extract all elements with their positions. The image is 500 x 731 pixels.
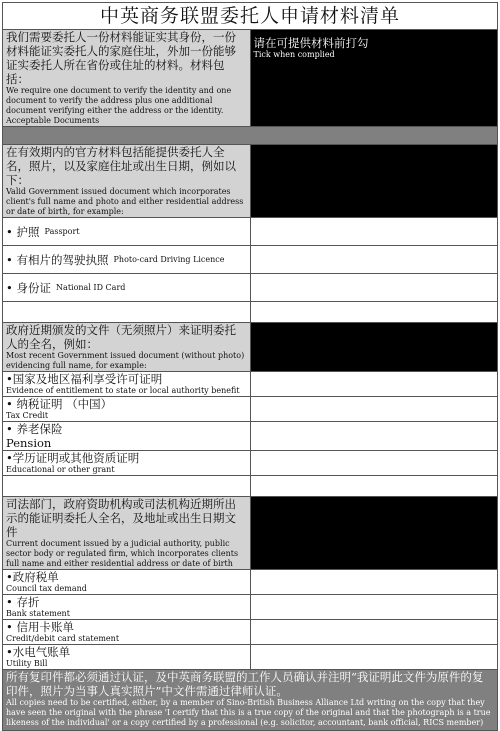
section3-header xyxy=(3,497,251,570)
list-item: • 护照 Passport xyxy=(3,218,251,246)
tick-box[interactable] xyxy=(250,422,498,451)
tick-box[interactable] xyxy=(250,570,498,595)
section2-en: Most recent Government issued document (without photo) evidencing full name, for example: xyxy=(6,351,245,370)
section1-en: Valid Government issued document which incorporates client's full name and photo and either residential address or date of birth, for example: xyxy=(6,187,244,216)
checklist-page xyxy=(2,2,498,727)
tick-box[interactable] xyxy=(250,595,498,620)
section2-tick-header xyxy=(250,323,498,372)
list-item: • 信用卡账单 Credit/debit card statement xyxy=(3,620,251,645)
list-item: • 有相片的驾驶执照 Photo-card Driving Licence xyxy=(3,246,251,274)
certification-footer xyxy=(3,670,498,731)
blank-row xyxy=(3,476,251,497)
list-item: • 存折 Bank statement xyxy=(3,595,251,620)
tick-box[interactable] xyxy=(250,476,498,497)
tick-box[interactable] xyxy=(250,246,498,274)
tick-box[interactable] xyxy=(250,372,498,397)
list-item: •学历证明或其他资质证明 Educational or other grant xyxy=(3,451,251,476)
list-item: • 身份证 National ID Card xyxy=(3,274,251,302)
section3-zh: 司法部门，政府资助机构或司法机构近期所出示的能证明委托人全名，及地址或出生日期文件 xyxy=(6,497,236,539)
tick-box[interactable] xyxy=(250,302,498,323)
intro-zh: 我们需要委托人一份材料能证实其身份，一份材料能证实委托人的家庭住址，外加一份能够证实委托人所在省份或住址的材料。材料包括： xyxy=(6,30,236,86)
blank-row xyxy=(3,302,251,323)
section1-zh: 在有效期内的官方材料包括能提供委托人全名，照片，以及家庭住址或出生日期，例如以下： xyxy=(6,145,236,187)
section2-header xyxy=(3,323,251,372)
list-item: •政府税单 Council tax demand xyxy=(3,570,251,595)
section1-tick-header xyxy=(250,145,498,218)
tick-box[interactable] xyxy=(250,274,498,302)
section2-zh: 政府近期颁发的文件（无须照片）来证明委托人的全名，例如： xyxy=(6,323,236,351)
footer-en: All copies need to be certified, either, by a member of Sino-British Business Alliance Ltd writing on the copy that they have seen the original with the phrase 'I certify that this is a true copy of the original and that the photograph is a true likeness of the individual' or a copy certified by a professional (e.g. solicitor, accountant, bank official, RICS member) xyxy=(6,698,491,727)
section3-tick-header xyxy=(250,497,498,570)
page-title: 中英商务联盟委托人申请材料清单 xyxy=(3,3,498,30)
tick-box[interactable] xyxy=(250,218,498,246)
checklist-table xyxy=(2,2,498,731)
list-item: •水电气账单 Utility Bill xyxy=(3,645,251,670)
tick-box[interactable] xyxy=(250,397,498,422)
tick-box[interactable] xyxy=(250,451,498,476)
tick-box[interactable] xyxy=(250,645,498,670)
tick-header-zh: 请在可提供材料前打勾 xyxy=(253,36,369,50)
list-item: •国家及地区福利享受许可证明 Evidence of entitlement to state or local authority benefit xyxy=(3,372,251,397)
section3-en: Current document issued by a judicial authority, public sector body or regulated firm, which incorporates clients full name and either residential address or date of birth xyxy=(6,539,239,568)
divider-band xyxy=(3,127,498,145)
tick-header xyxy=(250,30,498,127)
tick-box[interactable] xyxy=(250,620,498,645)
list-item: • 纳税证明 （中国） Tax Credit xyxy=(3,397,251,422)
list-item: • 养老保险 Pension xyxy=(3,422,251,451)
footer-zh: 所有复印件都必须通过认证，及中英商务联盟的工作人员确认并注明“我证明此文件为原件的复印件，照片为当事人真实照片”中文件需通过律师认证。 xyxy=(6,670,484,698)
intro-cell xyxy=(3,30,251,127)
tick-header-en: Tick when complied xyxy=(253,50,335,59)
section1-header xyxy=(3,145,251,218)
intro-en: We require one document to verify the identity and one document to verify the address plus one additional document verifying either the address or the identity. Acceptable Documents xyxy=(6,86,232,125)
